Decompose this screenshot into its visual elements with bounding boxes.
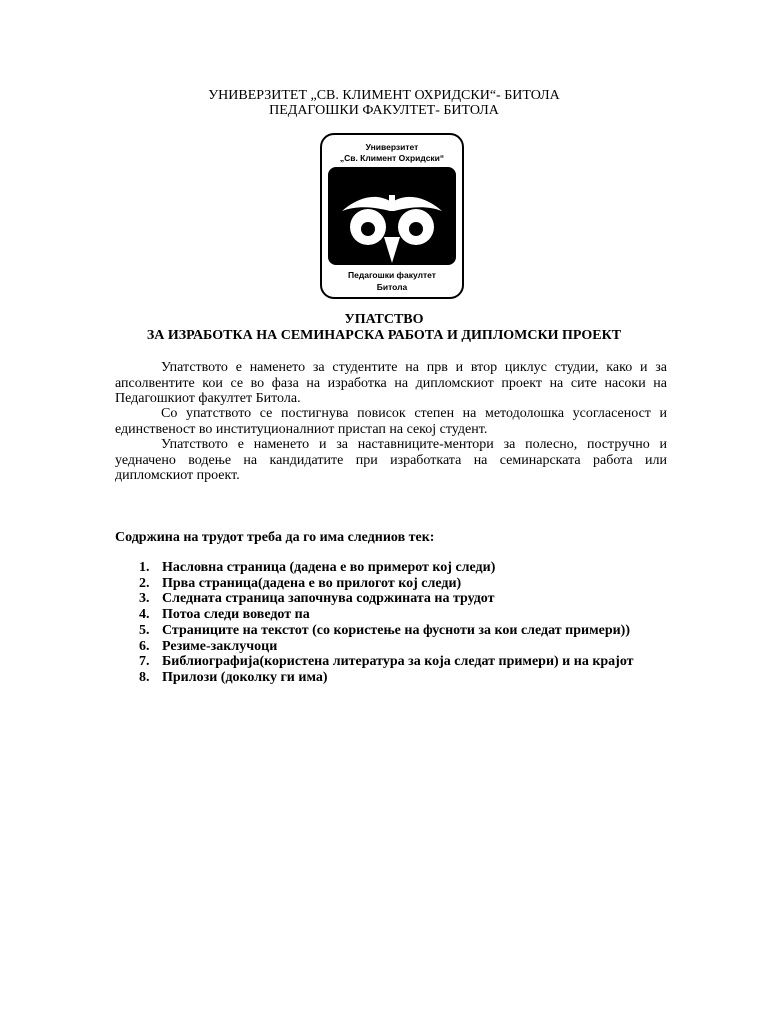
list-item-text: Потоа следи воведот па (162, 607, 310, 623)
paragraph-line: Педагошкиот факултет Битола. (115, 391, 301, 406)
list-item-text: Резиме-заклучоци (162, 638, 278, 654)
contents-heading: Содржина на трудот треба да го има следниов тек: (115, 530, 435, 545)
list-item-text: Прва страница(дадена е во прилогот кој следи) (162, 575, 462, 591)
list-item-number: 8. (139, 669, 150, 685)
document-title (0, 312, 768, 344)
owl-emblem-icon (328, 167, 456, 265)
list-item (139, 654, 634, 670)
contents-list (139, 560, 634, 686)
paragraph-3 (115, 437, 667, 484)
document-header (0, 88, 768, 118)
list-item-text: Страниците на текстот (со користење на фусноти за кои следат примери)) (162, 622, 631, 638)
list-item (139, 607, 634, 623)
title-line1: УПАТСТВО (344, 312, 424, 327)
list-item (139, 623, 634, 639)
list-item-number: 2. (139, 575, 150, 591)
faculty-name: ПЕДАГОШКИ ФАКУЛТЕТ- БИТОЛА (269, 103, 499, 118)
list-item-number: 5. (139, 622, 150, 638)
paragraph-line: Упатството е наменето за студентите на прв и втор циклус студии, како и за (161, 360, 667, 375)
paragraph-2 (115, 406, 667, 437)
paragraph-line: единственост во институционалниот пристап на секој студент. (115, 421, 488, 437)
paragraph-line: дипломскиот проект. (115, 468, 240, 483)
paragraph-1 (115, 360, 667, 407)
paragraph-line: Со упатството се постигнува повисок степен на методолошка усогласеност и (161, 406, 667, 421)
list-item-number: 1. (139, 560, 150, 575)
list-item-number: 4. (139, 607, 150, 623)
list-item (139, 670, 634, 686)
logo-top-line2: „Св. Климент Охридски“ (339, 153, 445, 163)
list-item (139, 560, 634, 576)
paragraph-line: Упатството е наменето и за наставниците-ментори за полесно, постручно и (161, 437, 667, 452)
logo-bottom-line2: Битола (376, 282, 408, 292)
list-item-number: 3. (139, 591, 150, 607)
list-item (139, 591, 634, 607)
list-item-number: 7. (139, 654, 150, 670)
faculty-logo (320, 133, 464, 299)
list-item-text: Библиографија(користена литература за која следат примери) и на крајот (162, 654, 634, 670)
list-item-number: 6. (139, 638, 150, 654)
paragraph-line: уедначено водење на кандидатите при изработката на семинарската работа или (115, 452, 667, 468)
paragraph-line: апсолвентите кои се во фаза на изработка на дипломскиот проект на сите насоки на (115, 375, 667, 391)
list-item-text: Прилози (доколку ги има) (162, 669, 328, 685)
logo-top-line1: Универзитет (365, 142, 419, 152)
list-item (139, 639, 634, 655)
list-item-text: Следната страница започнува содржината на трудот (162, 591, 495, 607)
title-line2: ЗА ИЗРАБОТКА НА СЕМИНАРСКА РАБОТА И ДИПЛОМСКИ ПРОЕКТ (146, 328, 622, 343)
logo-bottom-line1: Педагошки факултет (348, 270, 436, 280)
list-item (139, 576, 634, 592)
list-item-text: Насловна страница (дадена е во примерот кој следи) (162, 560, 496, 575)
university-name: УНИВЕРЗИТЕТ „СВ. КЛИМЕНТ ОХРИДСКИ“- БИТОЛА (208, 88, 560, 103)
